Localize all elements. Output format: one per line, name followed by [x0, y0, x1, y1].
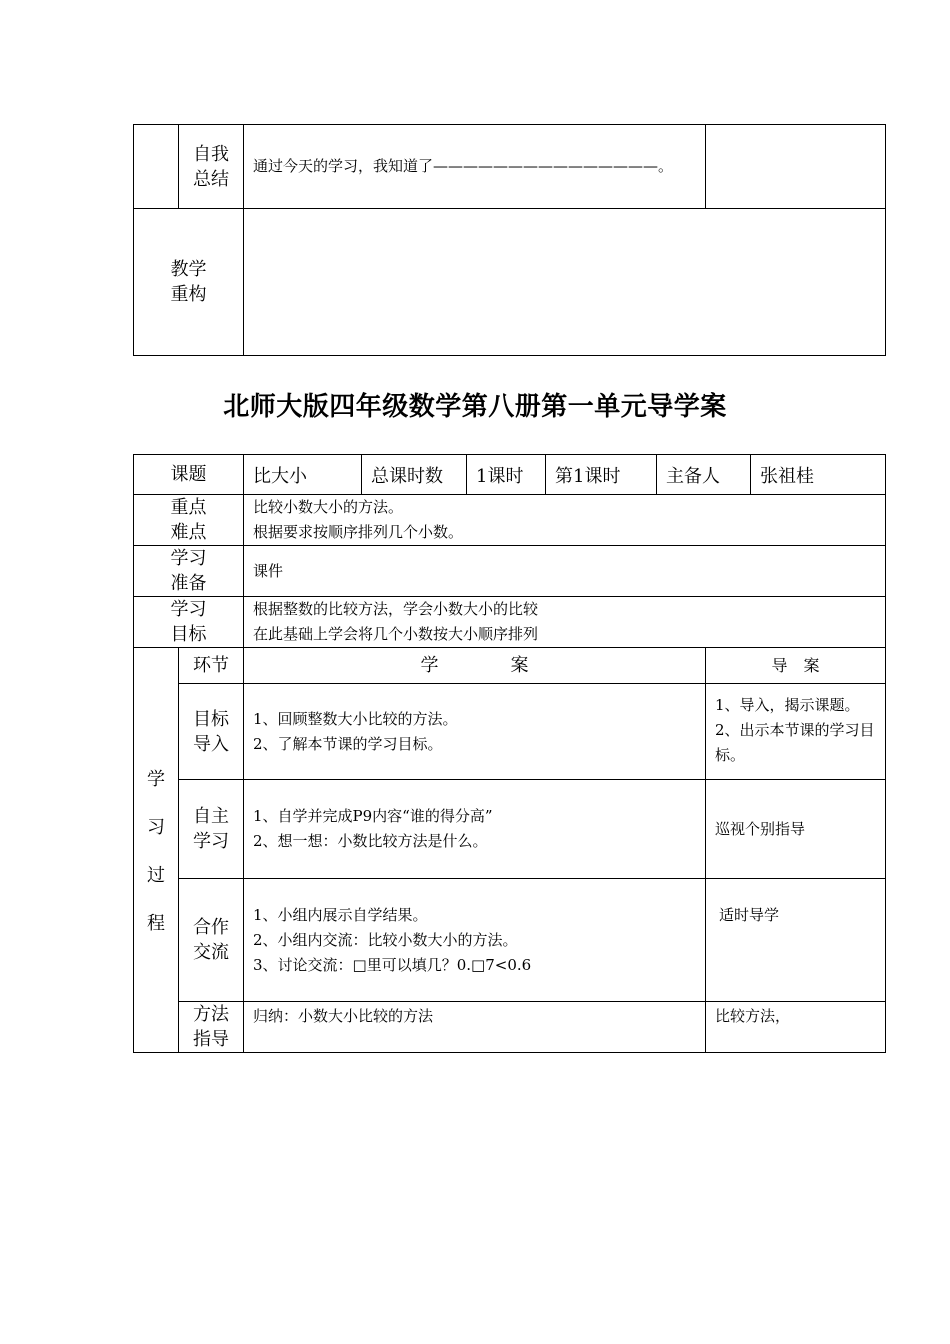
page-title: 北师大版四年级数学第八册第一单元导学案 [223, 392, 727, 422]
summary-label: 自我 总结 [179, 125, 244, 209]
stage-label: 合作 交流 [179, 879, 244, 1002]
lesson-plan-table [133, 454, 886, 1053]
goals-content: 根据整数的比较方法，学会小数大小的比较 在此基础上学会将几个小数按大小顺序排列 [244, 597, 886, 648]
goals-label: 学习 目标 [134, 597, 244, 648]
key-points-content: 比较小数大小的方法。 根据要求按顺序排列几个小数。 [244, 495, 886, 546]
summary-table [133, 124, 886, 356]
process-side-label: 学 习 过 程 [134, 648, 179, 1053]
header-row [134, 455, 886, 495]
goals-row [134, 597, 886, 648]
study-content: 1、小组内展示自学结果。 2、小组内交流：比较小数大小的方法。 3、讨论交流：□里可以填几？0.□7<0.6 [244, 879, 706, 1002]
key-points-label: 重点 难点 [134, 495, 244, 546]
table-row [134, 684, 886, 780]
guide-content: 巡视个别指导 [706, 780, 886, 879]
preparation-value: 课件 [244, 546, 886, 597]
table-row [134, 879, 886, 1002]
process-header-row [134, 648, 886, 684]
lesson-number: 第1课时 [546, 455, 657, 495]
preparation-label: 学习 准备 [134, 546, 244, 597]
topic-label: 课题 [134, 455, 244, 495]
blank-cell [134, 125, 179, 209]
preparer-label: 主备人 [657, 455, 751, 495]
reconstruct-content [244, 209, 886, 356]
preparer-value: 张祖桂 [751, 455, 886, 495]
total-hours-value: 1课时 [467, 455, 546, 495]
blank-cell [706, 125, 886, 209]
reconstruct-label: 教学 重构 [134, 209, 244, 356]
stage-label: 目标 导入 [179, 684, 244, 780]
guide-content: 适时导学 [706, 879, 886, 1002]
table-row [134, 780, 886, 879]
guide-column-header: 导 案 [706, 648, 886, 684]
study-content: 1、回顾整数大小比较的方法。 2、了解本节课的学习目标。 [244, 684, 706, 780]
stage-label: 方法 指导 [179, 1002, 244, 1053]
study-column-header: 学 案 [244, 648, 706, 684]
key-points-row [134, 495, 886, 546]
guide-content: 比较方法， [706, 1002, 886, 1053]
guide-content: 1、导入，揭示课题。 2、出示本节课的学习目标。 [706, 684, 886, 780]
total-hours-label: 总课时数 [362, 455, 467, 495]
study-content: 归纳：小数大小比较的方法 [244, 1002, 706, 1053]
stage-label: 自主 学习 [179, 780, 244, 879]
study-content: 1、自学并完成P9内容“谁的得分高” 2、想一想：小数比较方法是什么。 [244, 780, 706, 879]
topic-value: 比大小 [244, 455, 362, 495]
preparation-row [134, 546, 886, 597]
stage-column-header: 环节 [179, 648, 244, 684]
table-row [134, 1002, 886, 1053]
summary-text: 通过今天的学习，我知道了———————————————。 [244, 125, 706, 209]
